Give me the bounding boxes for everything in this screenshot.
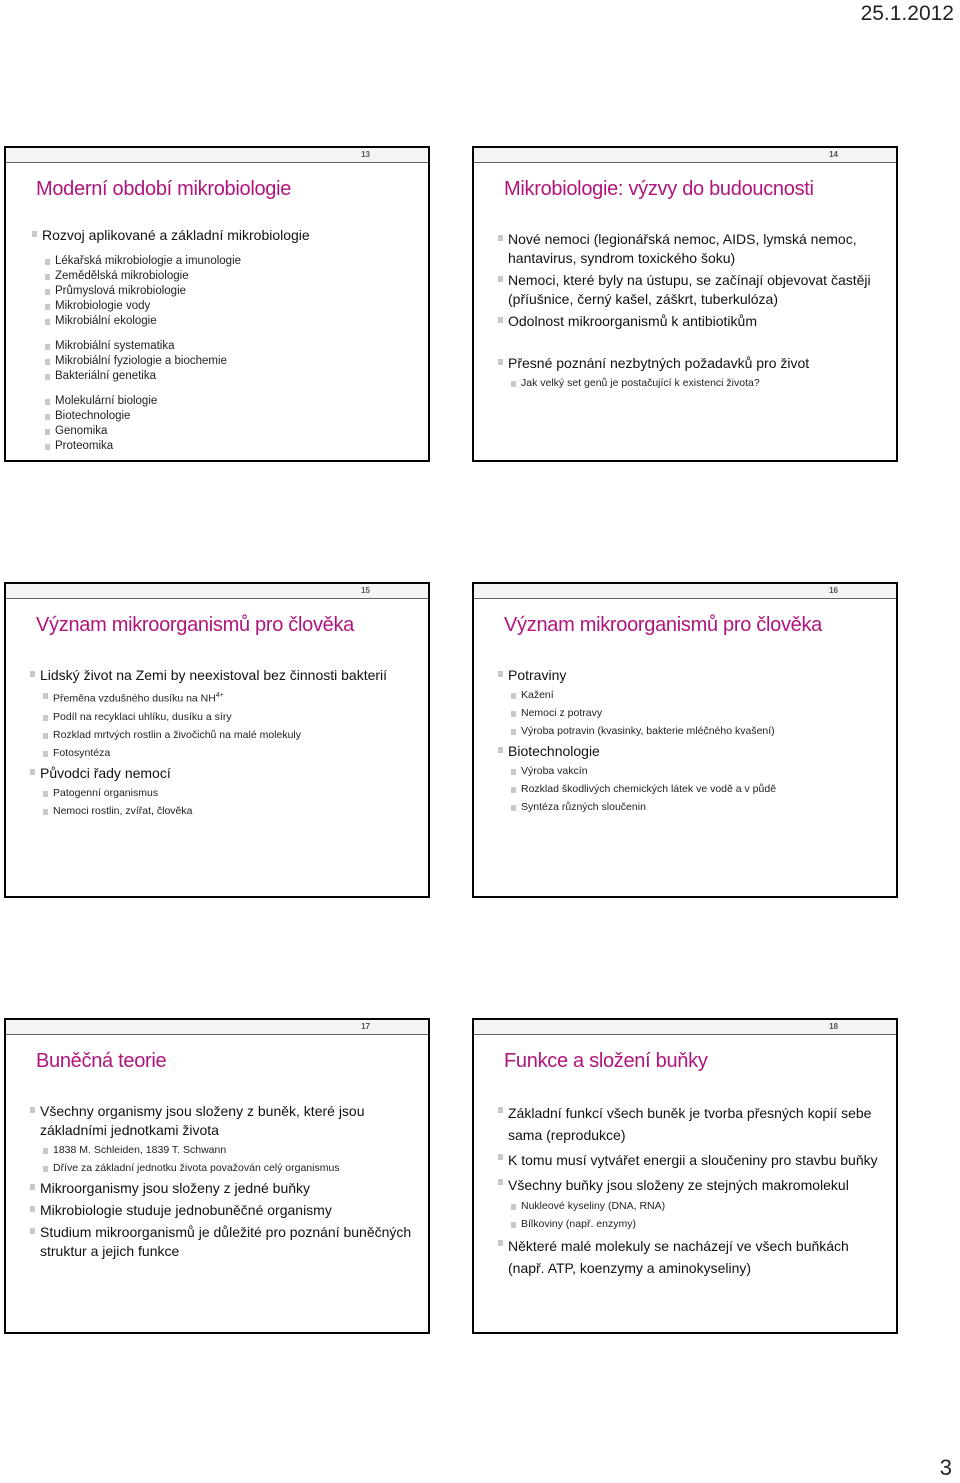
slide-number: 13 bbox=[361, 150, 370, 159]
sub-bullet-item: Výroba vakcín bbox=[498, 764, 882, 779]
bullet-item: Biotechnologie bbox=[498, 742, 882, 761]
slide-18 bbox=[472, 1018, 898, 1334]
sub-bullet-item: Podíl na recyklaci uhlíku, dusíku a síry bbox=[30, 710, 414, 725]
slide-content bbox=[498, 1102, 882, 1282]
sub-bullet-item: Bílkoviny (např. enzymy) bbox=[498, 1217, 882, 1232]
bullet-item: Nové nemoci (legionářská nemoc, AIDS, lymská nemoc, hantavirus, syndrom toxického šoku) bbox=[498, 230, 882, 268]
bullet-item: Základní funkcí všech buněk je tvorba přesných kopií sebe sama (reprodukce) bbox=[498, 1102, 882, 1146]
slide-content bbox=[32, 226, 414, 454]
sub-bullet-item bbox=[30, 688, 414, 707]
slide-content bbox=[30, 666, 414, 822]
document-date: 25.1.2012 bbox=[860, 2, 954, 25]
sub-bullet-item: Nemoci rostlin, zvířat, člověka bbox=[30, 804, 414, 819]
sub-bullet-item: Mikrobiální systematika bbox=[32, 339, 414, 354]
sub-bullet-item: Bakteriální genetika bbox=[32, 369, 414, 384]
slide-number: 15 bbox=[361, 586, 370, 595]
bullet-item: Některé malé molekuly se nacházejí ve všech buňkách (např. ATP, koenzymy a aminokyseliny) bbox=[498, 1235, 882, 1279]
slide-13 bbox=[4, 146, 430, 462]
superscript: 4+ bbox=[215, 692, 224, 699]
page-number: 3 bbox=[939, 1455, 952, 1480]
slide-number: 18 bbox=[829, 1022, 838, 1031]
sub-bullet-item: Syntéza různých sloučenin bbox=[498, 800, 882, 815]
sub-bullet-text: Přeměna vzdušného dusíku na NH bbox=[53, 692, 216, 705]
sub-bullet-item: Nukleové kyseliny (DNA, RNA) bbox=[498, 1199, 882, 1214]
bullet-item: Rozvoj aplikované a základní mikrobiologie bbox=[32, 226, 414, 245]
slide-14 bbox=[472, 146, 898, 462]
slide-content bbox=[498, 230, 882, 394]
sub-bullet-item: Kažení bbox=[498, 688, 882, 703]
slide-number: 16 bbox=[829, 586, 838, 595]
sub-bullet-item: 1838 M. Schleiden, 1839 T. Schwann bbox=[30, 1143, 414, 1158]
bullet-item: Mikrobiologie studuje jednobuněčné organismy bbox=[30, 1201, 414, 1220]
sub-bullet-item: Biotechnologie bbox=[32, 409, 414, 424]
slide-content bbox=[30, 1102, 414, 1264]
bullet-item: Původci řady nemocí bbox=[30, 764, 414, 783]
slide-title: Funkce a složení buňky bbox=[504, 1050, 708, 1072]
sub-bullet-item: Jak velký set genů je postačující k existenci života? bbox=[498, 376, 882, 391]
slide-15 bbox=[4, 582, 430, 898]
sub-bullet-item: Molekulární biologie bbox=[32, 394, 414, 409]
bullet-item: Studium mikroorganismů je důležité pro poznání buněčných struktur a jejich funkce bbox=[30, 1223, 414, 1261]
sub-bullet-item: Mikrobiální ekologie bbox=[32, 314, 414, 329]
sub-bullet-item: Lékařská mikrobiologie a imunologie bbox=[32, 254, 414, 269]
sub-bullet-item: Fotosyntéza bbox=[30, 746, 414, 761]
slide-title: Význam mikroorganismů pro člověka bbox=[36, 614, 355, 636]
slide-number: 14 bbox=[829, 150, 838, 159]
slide-title: Buněčná teorie bbox=[36, 1050, 167, 1072]
bullet-item: Přesné poznání nezbytných požadavků pro život bbox=[498, 354, 882, 373]
sub-bullet-item: Rozklad škodlivých chemických látek ve vodě a v půdě bbox=[498, 782, 882, 797]
sub-bullet-item: Zemědělská mikrobiologie bbox=[32, 269, 414, 284]
sub-bullet-item: Dříve za základní jednotku života považován celý organismus bbox=[30, 1161, 414, 1176]
bullet-item: Potraviny bbox=[498, 666, 882, 685]
sub-bullet-item: Výroba potravin (kvasinky, bakterie mléčného kvašení) bbox=[498, 724, 882, 739]
bullet-item: Všechny organismy jsou složeny z buněk, které jsou základními jednotkami života bbox=[30, 1102, 414, 1140]
sub-bullet-item: Rozklad mrtvých rostlin a živočichů na malé molekuly bbox=[30, 728, 414, 743]
sub-bullet-item: Nemoci z potravy bbox=[498, 706, 882, 721]
slide-title: Mikrobiologie: výzvy do budoucnosti bbox=[504, 178, 814, 200]
bullet-item: K tomu musí vytvářet energii a sloučeniny pro stavbu buňky bbox=[498, 1149, 882, 1171]
bullet-item: Lidský život na Zemi by neexistoval bez činnosti bakterií bbox=[30, 666, 414, 685]
slide-title: Význam mikroorganismů pro člověka bbox=[504, 614, 823, 636]
sub-bullet-item: Genomika bbox=[32, 424, 414, 439]
bullet-item: Všechny buňky jsou složeny ze stejných makromolekul bbox=[498, 1174, 882, 1196]
slide-16 bbox=[472, 582, 898, 898]
bullet-item: Nemoci, které byly na ústupu, se začínají objevovat častěji (příušnice, černý kašel, záškrt, tuberkulóza) bbox=[498, 271, 882, 309]
bullet-item: Mikroorganismy jsou složeny z jedné buňky bbox=[30, 1179, 414, 1198]
slide-17 bbox=[4, 1018, 430, 1334]
slide-content bbox=[498, 666, 882, 818]
slide-title: Moderní období mikrobiologie bbox=[36, 178, 292, 200]
sub-bullet-item: Proteomika bbox=[32, 439, 414, 454]
sub-bullet-item: Průmyslová mikrobiologie bbox=[32, 284, 414, 299]
sub-bullet-item: Patogenní organismus bbox=[30, 786, 414, 801]
slide-number: 17 bbox=[361, 1022, 370, 1031]
sub-bullet-item: Mikrobiologie vody bbox=[32, 299, 414, 314]
sub-bullet-item: Mikrobiální fyziologie a biochemie bbox=[32, 354, 414, 369]
bullet-item: Odolnost mikroorganismů k antibiotikům bbox=[498, 312, 882, 331]
